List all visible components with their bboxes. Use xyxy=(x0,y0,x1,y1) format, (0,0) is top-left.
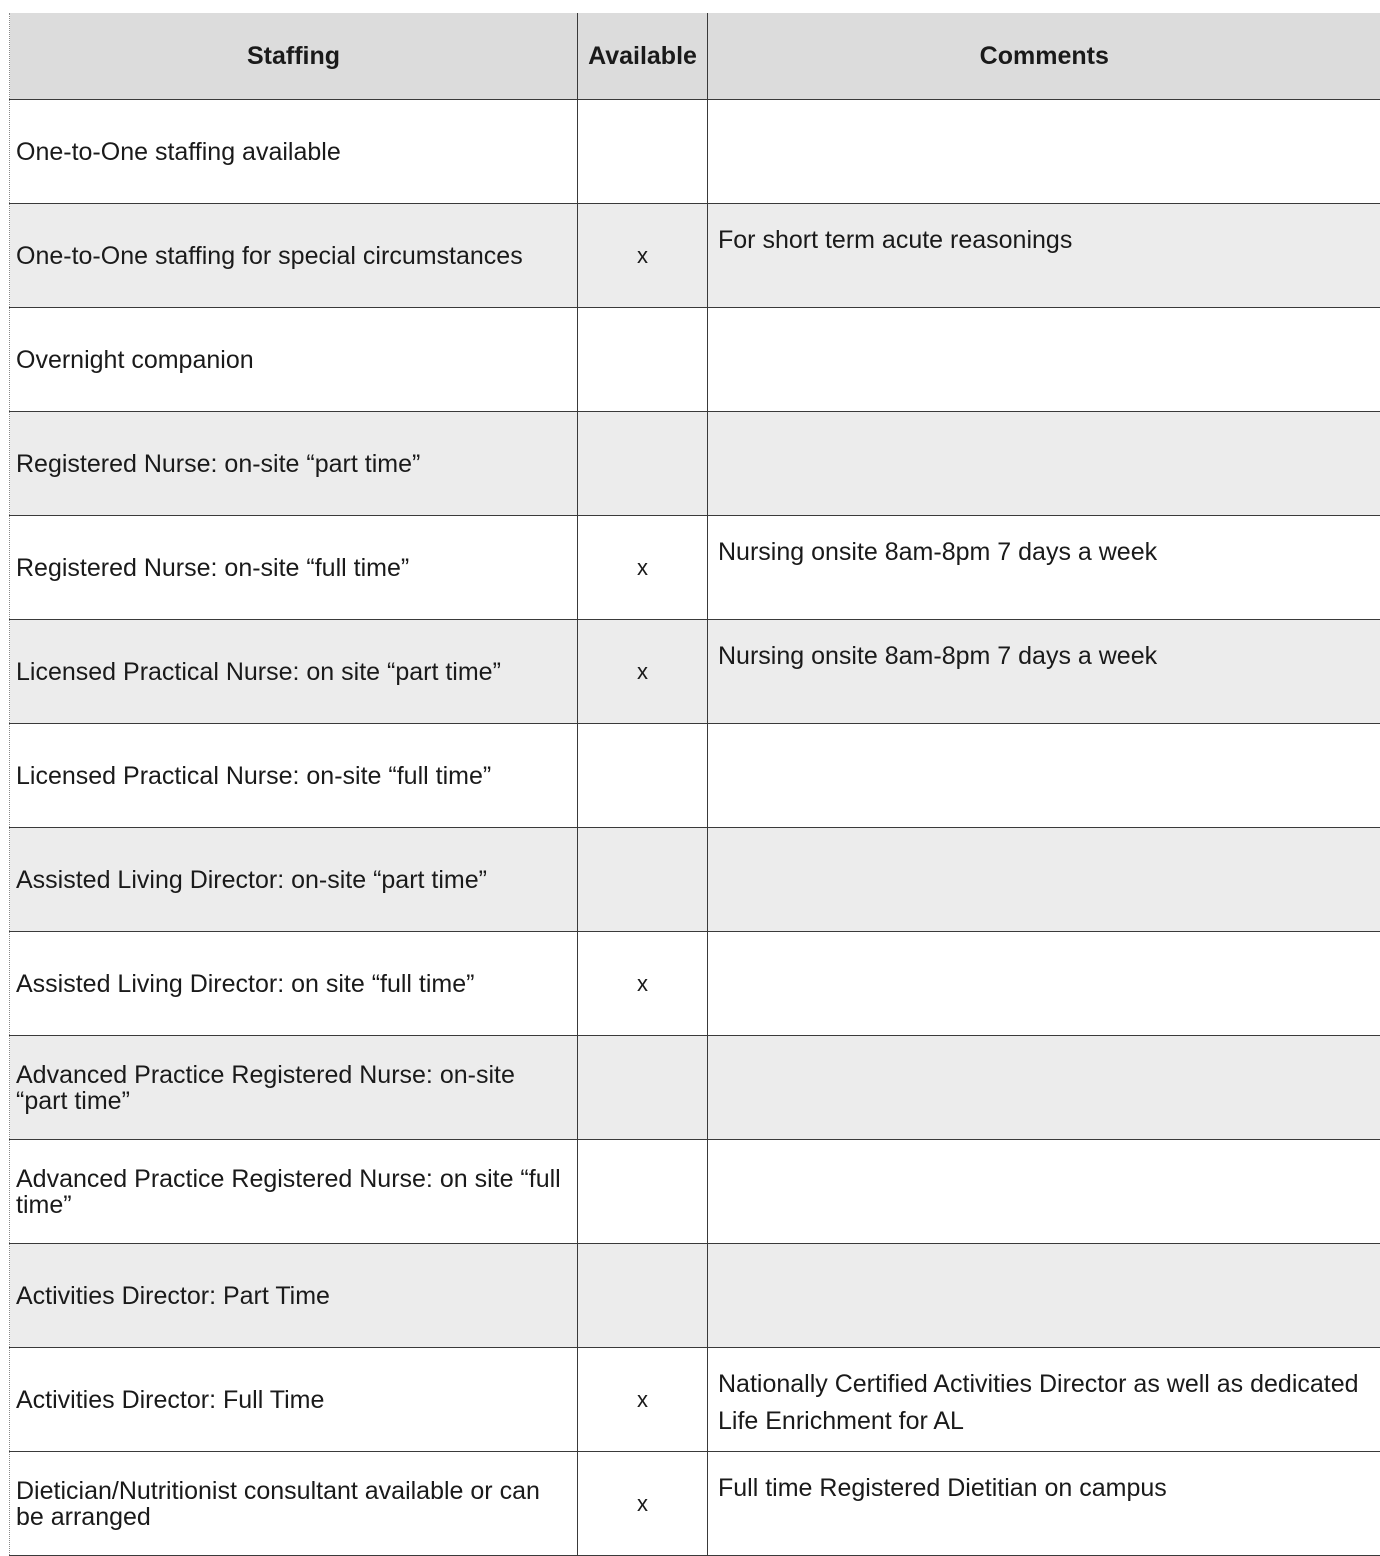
table-row xyxy=(10,1140,1380,1244)
available-cell xyxy=(578,100,708,204)
staffing-table xyxy=(9,13,1380,1556)
staffing-cell: Activities Director: Full Time xyxy=(10,1348,578,1452)
comments-cell: Nursing onsite 8am-8pm 7 days a week xyxy=(708,620,1380,724)
comments-cell xyxy=(708,828,1380,932)
table-row xyxy=(10,412,1380,516)
available-cell xyxy=(578,724,708,828)
header-available: Available xyxy=(578,13,708,100)
available-cell xyxy=(578,1140,708,1244)
available-cell: x xyxy=(578,1452,708,1556)
staffing-cell: Assisted Living Director: on-site “part time” xyxy=(10,828,578,932)
comments-cell xyxy=(708,308,1380,412)
staffing-cell: Advanced Practice Registered Nurse: on-site “part time” xyxy=(10,1036,578,1140)
comments-cell: Nationally Certified Activities Director as well as dedicated Life Enrichment for AL xyxy=(708,1348,1380,1452)
table-row xyxy=(10,620,1380,724)
comments-cell xyxy=(708,1140,1380,1244)
comments-cell xyxy=(708,412,1380,516)
comments-cell xyxy=(708,724,1380,828)
comments-cell xyxy=(708,1244,1380,1348)
staffing-cell: One-to-One staffing available xyxy=(10,100,578,204)
table-row xyxy=(10,1244,1380,1348)
available-cell: x xyxy=(578,516,708,620)
table-row xyxy=(10,516,1380,620)
table-row xyxy=(10,1036,1380,1140)
staffing-cell: Dietician/Nutritionist consultant available or can be arranged xyxy=(10,1452,578,1556)
table-row xyxy=(10,932,1380,1036)
available-cell: x xyxy=(578,204,708,308)
table-header-row xyxy=(10,13,1380,100)
available-cell xyxy=(578,412,708,516)
available-cell xyxy=(578,1036,708,1140)
available-cell xyxy=(578,828,708,932)
staffing-cell: Activities Director: Part Time xyxy=(10,1244,578,1348)
staffing-cell: Overnight companion xyxy=(10,308,578,412)
comments-cell xyxy=(708,932,1380,1036)
comments-cell xyxy=(708,100,1380,204)
table-row xyxy=(10,308,1380,412)
table-row xyxy=(10,204,1380,308)
table-row xyxy=(10,100,1380,204)
comments-cell: Nursing onsite 8am-8pm 7 days a week xyxy=(708,516,1380,620)
table-row xyxy=(10,1452,1380,1556)
staffing-cell: Advanced Practice Registered Nurse: on site “full time” xyxy=(10,1140,578,1244)
staffing-cell: Assisted Living Director: on site “full time” xyxy=(10,932,578,1036)
staffing-cell: One-to-One staffing for special circumstances xyxy=(10,204,578,308)
table-row xyxy=(10,828,1380,932)
available-cell: x xyxy=(578,620,708,724)
available-cell: x xyxy=(578,1348,708,1452)
table-row xyxy=(10,1348,1380,1452)
staffing-cell: Registered Nurse: on-site “full time” xyxy=(10,516,578,620)
header-staffing: Staffing xyxy=(10,13,578,100)
comments-cell xyxy=(708,1036,1380,1140)
comments-cell: Full time Registered Dietitian on campus xyxy=(708,1452,1380,1556)
header-comments: Comments xyxy=(708,13,1380,100)
available-cell xyxy=(578,308,708,412)
staffing-cell: Licensed Practical Nurse: on site “part time” xyxy=(10,620,578,724)
staffing-cell: Licensed Practical Nurse: on-site “full time” xyxy=(10,724,578,828)
comments-cell: For short term acute reasonings xyxy=(708,204,1380,308)
available-cell xyxy=(578,1244,708,1348)
table-row xyxy=(10,724,1380,828)
available-cell: x xyxy=(578,932,708,1036)
staffing-cell: Registered Nurse: on-site “part time” xyxy=(10,412,578,516)
